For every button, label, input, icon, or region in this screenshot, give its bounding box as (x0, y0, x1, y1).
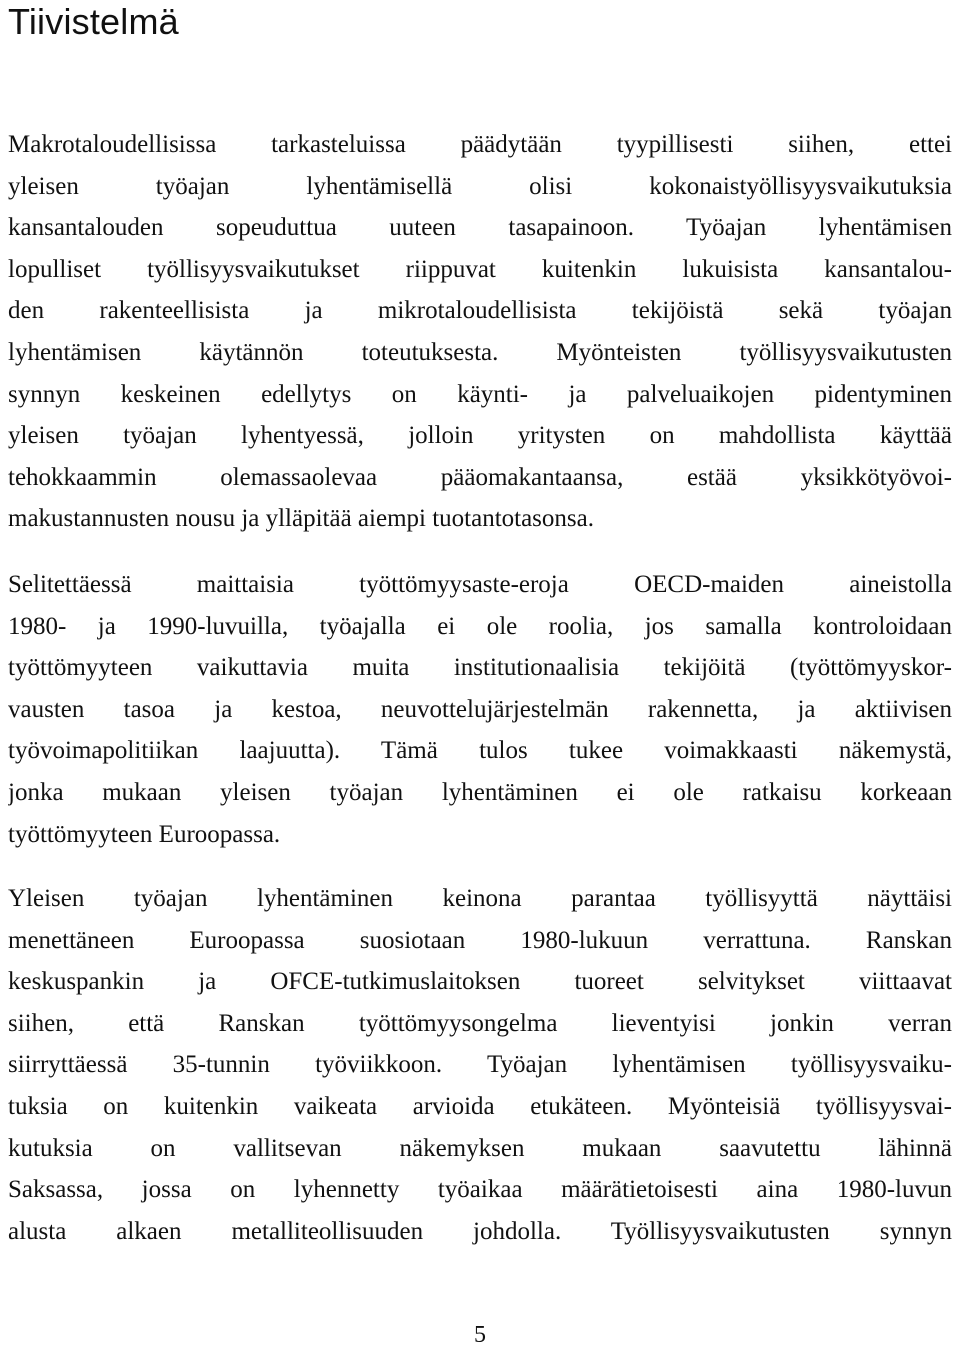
paragraph-line: menettäneen Euroopassa suosiotaan 1980-lukuun verrattuna. Ranskan (8, 926, 952, 954)
paragraph-3 (8, 878, 952, 1252)
paragraph-line: synnyn keskeinen edellytys on käynti- ja palveluaikojen pidentyminen (8, 380, 952, 408)
paragraph-line: yleisen työajan lyhentämisellä olisi kokonaistyöllisyysvaikutuksia (8, 172, 952, 200)
paragraph-line: Makrotaloudellisissa tarkasteluissa päädytään tyypillisesti siihen, ettei (8, 131, 952, 158)
paragraph-line: siirryttäessä 35-tunnin työviikkoon. Työajan lyhentämisen työllisyysvaiku- (8, 1051, 952, 1079)
paragraph-line: tehokkaammin olemassaolevaa pääomakantaansa, estää yksikkötyövoi- (8, 463, 952, 491)
paragraph-line: jonka mukaan yleisen työajan lyhentäminen ei ole ratkaisu korkeaan (8, 778, 952, 806)
paragraph-line: yleisen työajan lyhentyessä, jolloin yritysten on mahdollista käyttää (8, 422, 952, 450)
paragraph-line: työttömyyteen vaikuttavia muita institutionaalisia tekijöitä (työttömyyskor- (8, 654, 952, 682)
page-number: 5 (474, 1322, 486, 1348)
paragraph-line: alusta alkaen metalliteollisuuden johdolla. Työllisyysvaikutusten synnyn (8, 1217, 952, 1245)
paragraph-2 (8, 564, 952, 855)
paragraph-line: keskuspankin ja OFCE-tutkimuslaitoksen tuoreet selvitykset viittaavat (8, 968, 952, 996)
paragraph-line: tuksia on kuitenkin vaikeata arvioida etukäteen. Myönteisiä työllisyysvai- (8, 1092, 952, 1120)
paragraph-line: lyhentämisen käytännön toteutuksesta. Myönteisten työllisyysvaikutusten (8, 338, 952, 366)
paragraph-line: työvoimapolitiikan laajuutta). Tämä tulos tukee voimakkaasti näkemystä, (8, 737, 952, 765)
paragraph-line: kutuksia on vallitsevan näkemyksen mukaan saavutettu lähinnä (8, 1134, 952, 1162)
paragraph-line: kansantalouden sopeuduttua uuteen tasapainoon. Työajan lyhentämisen (8, 214, 952, 242)
paragraph-line: vausten tasoa ja kestoa, neuvottelujärjestelmän rakennetta, ja aktiivisen (8, 695, 952, 723)
paragraph-line: Saksassa, jossa on lyhennetty työaikaa määrätietoisesti aina 1980-luvun (8, 1176, 952, 1204)
paragraph-line: siihen, että Ranskan työttömyysongelma lieventyisi jonkin verran (8, 1009, 952, 1037)
paragraph-line: Yleisen työajan lyhentäminen keinona parantaa työllisyyttä näyttäisi (8, 885, 952, 912)
paragraph-line: työttömyyteen Euroopassa. (8, 820, 281, 848)
page-title: Tiivistelmä (8, 1, 179, 42)
paragraph-line: lopulliset työllisyysvaikutukset riippuvat kuitenkin lukuisista kansantalou- (8, 255, 952, 283)
paragraph-1 (8, 124, 952, 540)
paragraph-line: Selitettäessä maittaisia työttömyysaste-eroja OECD-maiden aineistolla (8, 571, 952, 598)
paragraph-line: 1980- ja 1990-luvuilla, työajalla ei ole roolia, jos samalla kontroloidaan (8, 612, 952, 640)
paragraph-line: makustannusten nousu ja ylläpitää aiempi tuotantotasonsa. (8, 505, 594, 533)
paragraph-line: den rakenteellisista ja mikrotaloudellisista tekijöistä sekä työajan (8, 297, 952, 325)
